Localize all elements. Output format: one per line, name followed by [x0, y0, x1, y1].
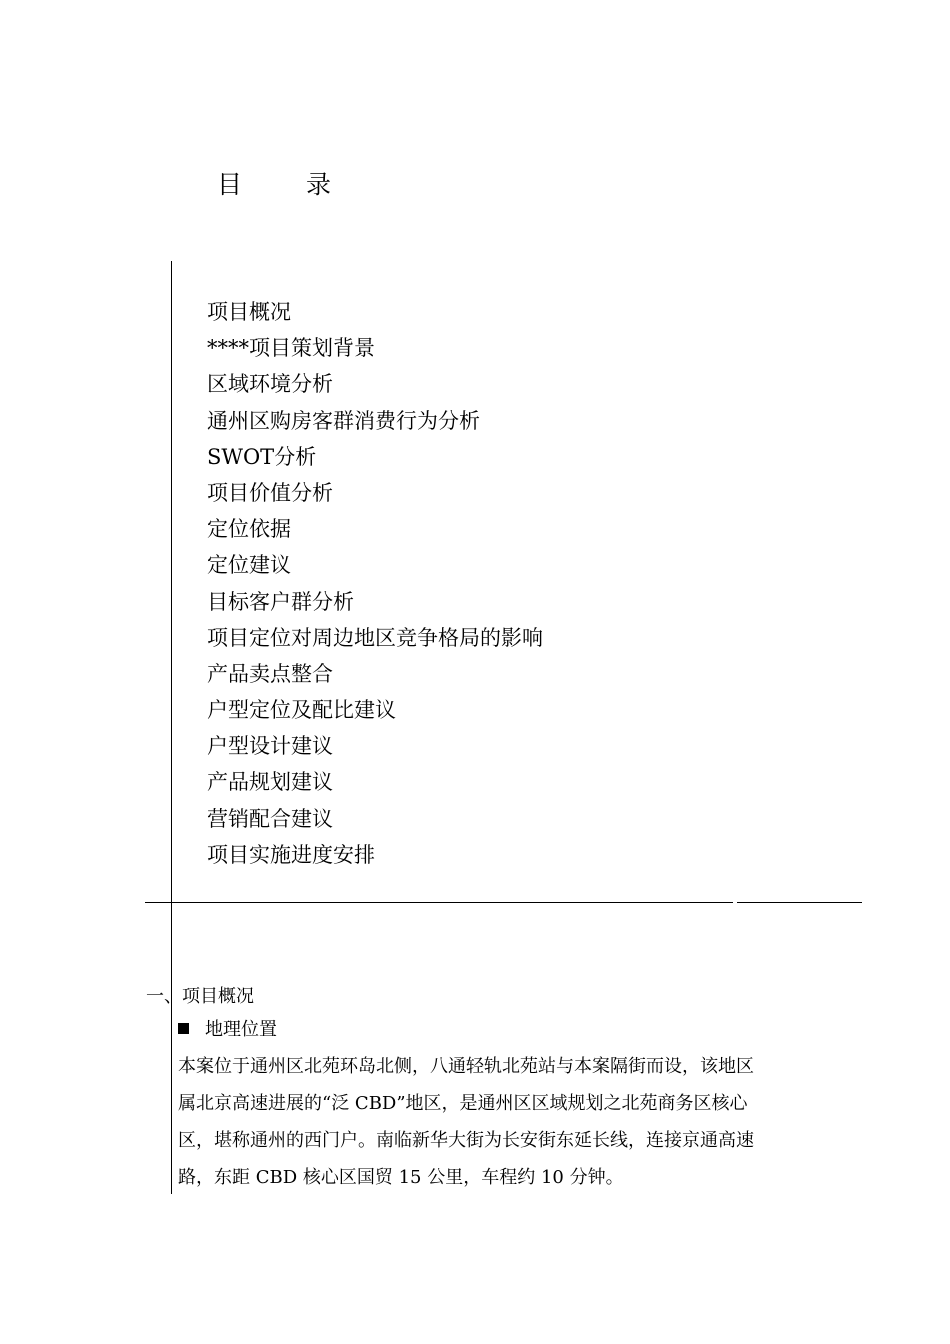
section-heading: 一、项目概况 [146, 986, 254, 1007]
toc-item[interactable]: 定位依据 [207, 517, 291, 542]
toc-item[interactable]: 区域环境分析 [207, 372, 333, 397]
paragraph-line: 本案位于通州区北苑环岛北侧，八通轻轨北苑站与本案隔街而设，该地区 [178, 1056, 754, 1077]
toc-divider-right [737, 902, 862, 903]
toc-item[interactable]: 营销配合建议 [207, 806, 333, 831]
toc-list [207, 294, 543, 873]
paragraph-line: 路，东距 CBD 核心区国贸 15 公里，车程约 10 分钟。 [178, 1167, 624, 1188]
paragraph-line: 区，堪称通州的西门户。南临新华大街为长安街东延长线，连接京通高速 [178, 1130, 754, 1151]
paragraph-line: 属北京高速进展的“泛 CBD”地区，是通州区区域规划之北苑商务区核心 [178, 1093, 748, 1114]
toc-item[interactable]: 定位建议 [207, 553, 291, 578]
subsection-heading [178, 1018, 277, 1042]
toc-item[interactable]: 产品规划建议 [207, 770, 333, 795]
toc-item[interactable]: 通州区购房客群消费行为分析 [207, 408, 480, 433]
toc-item[interactable]: 户型设计建议 [207, 734, 333, 759]
toc-item[interactable]: 目标客户群分析 [207, 589, 354, 614]
toc-item[interactable]: 户型定位及配比建议 [207, 698, 396, 723]
left-margin-rule [171, 261, 172, 1194]
toc-item[interactable]: 项目价值分析 [207, 480, 333, 505]
square-bullet-icon [178, 1023, 189, 1034]
body-paragraph [178, 1052, 818, 1200]
toc-item[interactable]: 项目定位对周边地区竞争格局的影响 [207, 625, 543, 650]
toc-item[interactable]: ****项目策划背景 [207, 336, 375, 361]
subsection-label: 地理位置 [205, 1019, 277, 1040]
toc-divider [145, 902, 733, 903]
toc-item[interactable]: 项目概况 [207, 300, 291, 324]
toc-item[interactable]: 项目实施进度安排 [207, 842, 375, 867]
toc-title: 目 录 [217, 170, 359, 199]
toc-item[interactable]: SWOT分析 [207, 444, 317, 469]
toc-item[interactable]: 产品卖点整合 [207, 661, 333, 686]
